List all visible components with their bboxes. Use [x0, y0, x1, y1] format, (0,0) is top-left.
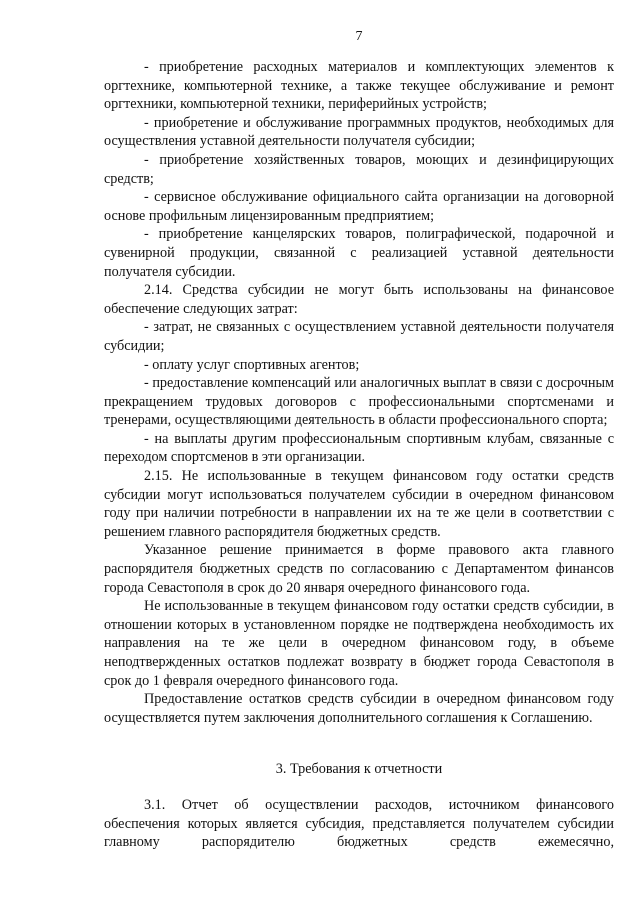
page-number: 7 — [355, 29, 363, 44]
paragraph: - затрат, не связанных с осуществлением уставной деятельности получателя субсидии; — [104, 319, 614, 354]
paragraph: - предоставление компенсаций или аналогичных выплат в связи с досрочным прекращением трудовых договоров с профессиональными спортсменами и тренерами, осуществляющими деятельность в области профессионального спорта; — [104, 375, 614, 429]
document-page — [104, 0, 614, 905]
paragraph: - на выплаты другим профессиональным спортивным клубам, связанные с переходом спортсменов в эти организации. — [104, 430, 614, 466]
paragraph: 2.15. Не использованные в текущем финансовом году остатки средств субсидии могут использоваться получателем субсидии в очередном финансовом году при наличии потребности в направлении их на те же цели в соответствии с решением главного распорядителя бюджетных средств. — [104, 468, 614, 540]
paragraph: - оплату услуг спортивных агентов; — [144, 356, 360, 373]
paragraph: Указанное решение принимается в форме правового акта главного распорядителя бюджетных средств по согласованию с Департаментом финансов города Севастополя в срок до 20 января очередного финансового года. — [104, 542, 614, 596]
paragraph: - приобретение хозяйственных товаров, моющих и дезинфицирующих средств; — [104, 151, 614, 187]
tail-text — [104, 796, 614, 870]
paragraph: - приобретение расходных материалов и комплектующих элементов к оргтехнике, компьютерной технике, а также текущее обслуживание и ремонт оргтехники, компьютерной техники, периферийных устройств; — [104, 59, 614, 113]
paragraph: 2.14. Средства субсидии не могут быть использованы на финансовое обеспечение следующих затрат: — [104, 282, 614, 317]
paragraph: - сервисное обслуживание официального сайта организации на договорной основе профильным лицензированным предприятием; — [104, 189, 614, 224]
section-heading: 3. Требования к отчетности — [275, 761, 443, 777]
paragraph: Предоставление остатков средств субсидии в очередном финансовом году осуществляется путем заключения дополнительного соглашения к Соглашению. — [104, 691, 614, 726]
paragraph: 3.1. Отчет об осуществлении расходов, источником финансового обеспечения которых является субсидия, представляется получателем субсидии главному распорядителю бюджетных средств ежемесячно, — [104, 797, 614, 851]
paragraph: Не использованные в текущем финансовом году остатки средств субсидии, в отношении которых в установленном порядке не подтверждена необходимость их направления на те же цели в очередном финансовом году, в объеме неподтвержденных остатков подлежат возврату в бюджет города Севастополя в срок до 1 февраля очередного финансового года. — [104, 598, 614, 689]
paragraph: - приобретение и обслуживание программных продуктов, необходимых для осуществления уставной деятельности получателя субсидии; — [104, 114, 614, 150]
body-text — [104, 58, 614, 727]
paragraph: - приобретение канцелярских товаров, полиграфической, подарочной и сувенирной продукции, связанной с реализацией уставной деятельности получателя субсидии. — [104, 226, 614, 280]
